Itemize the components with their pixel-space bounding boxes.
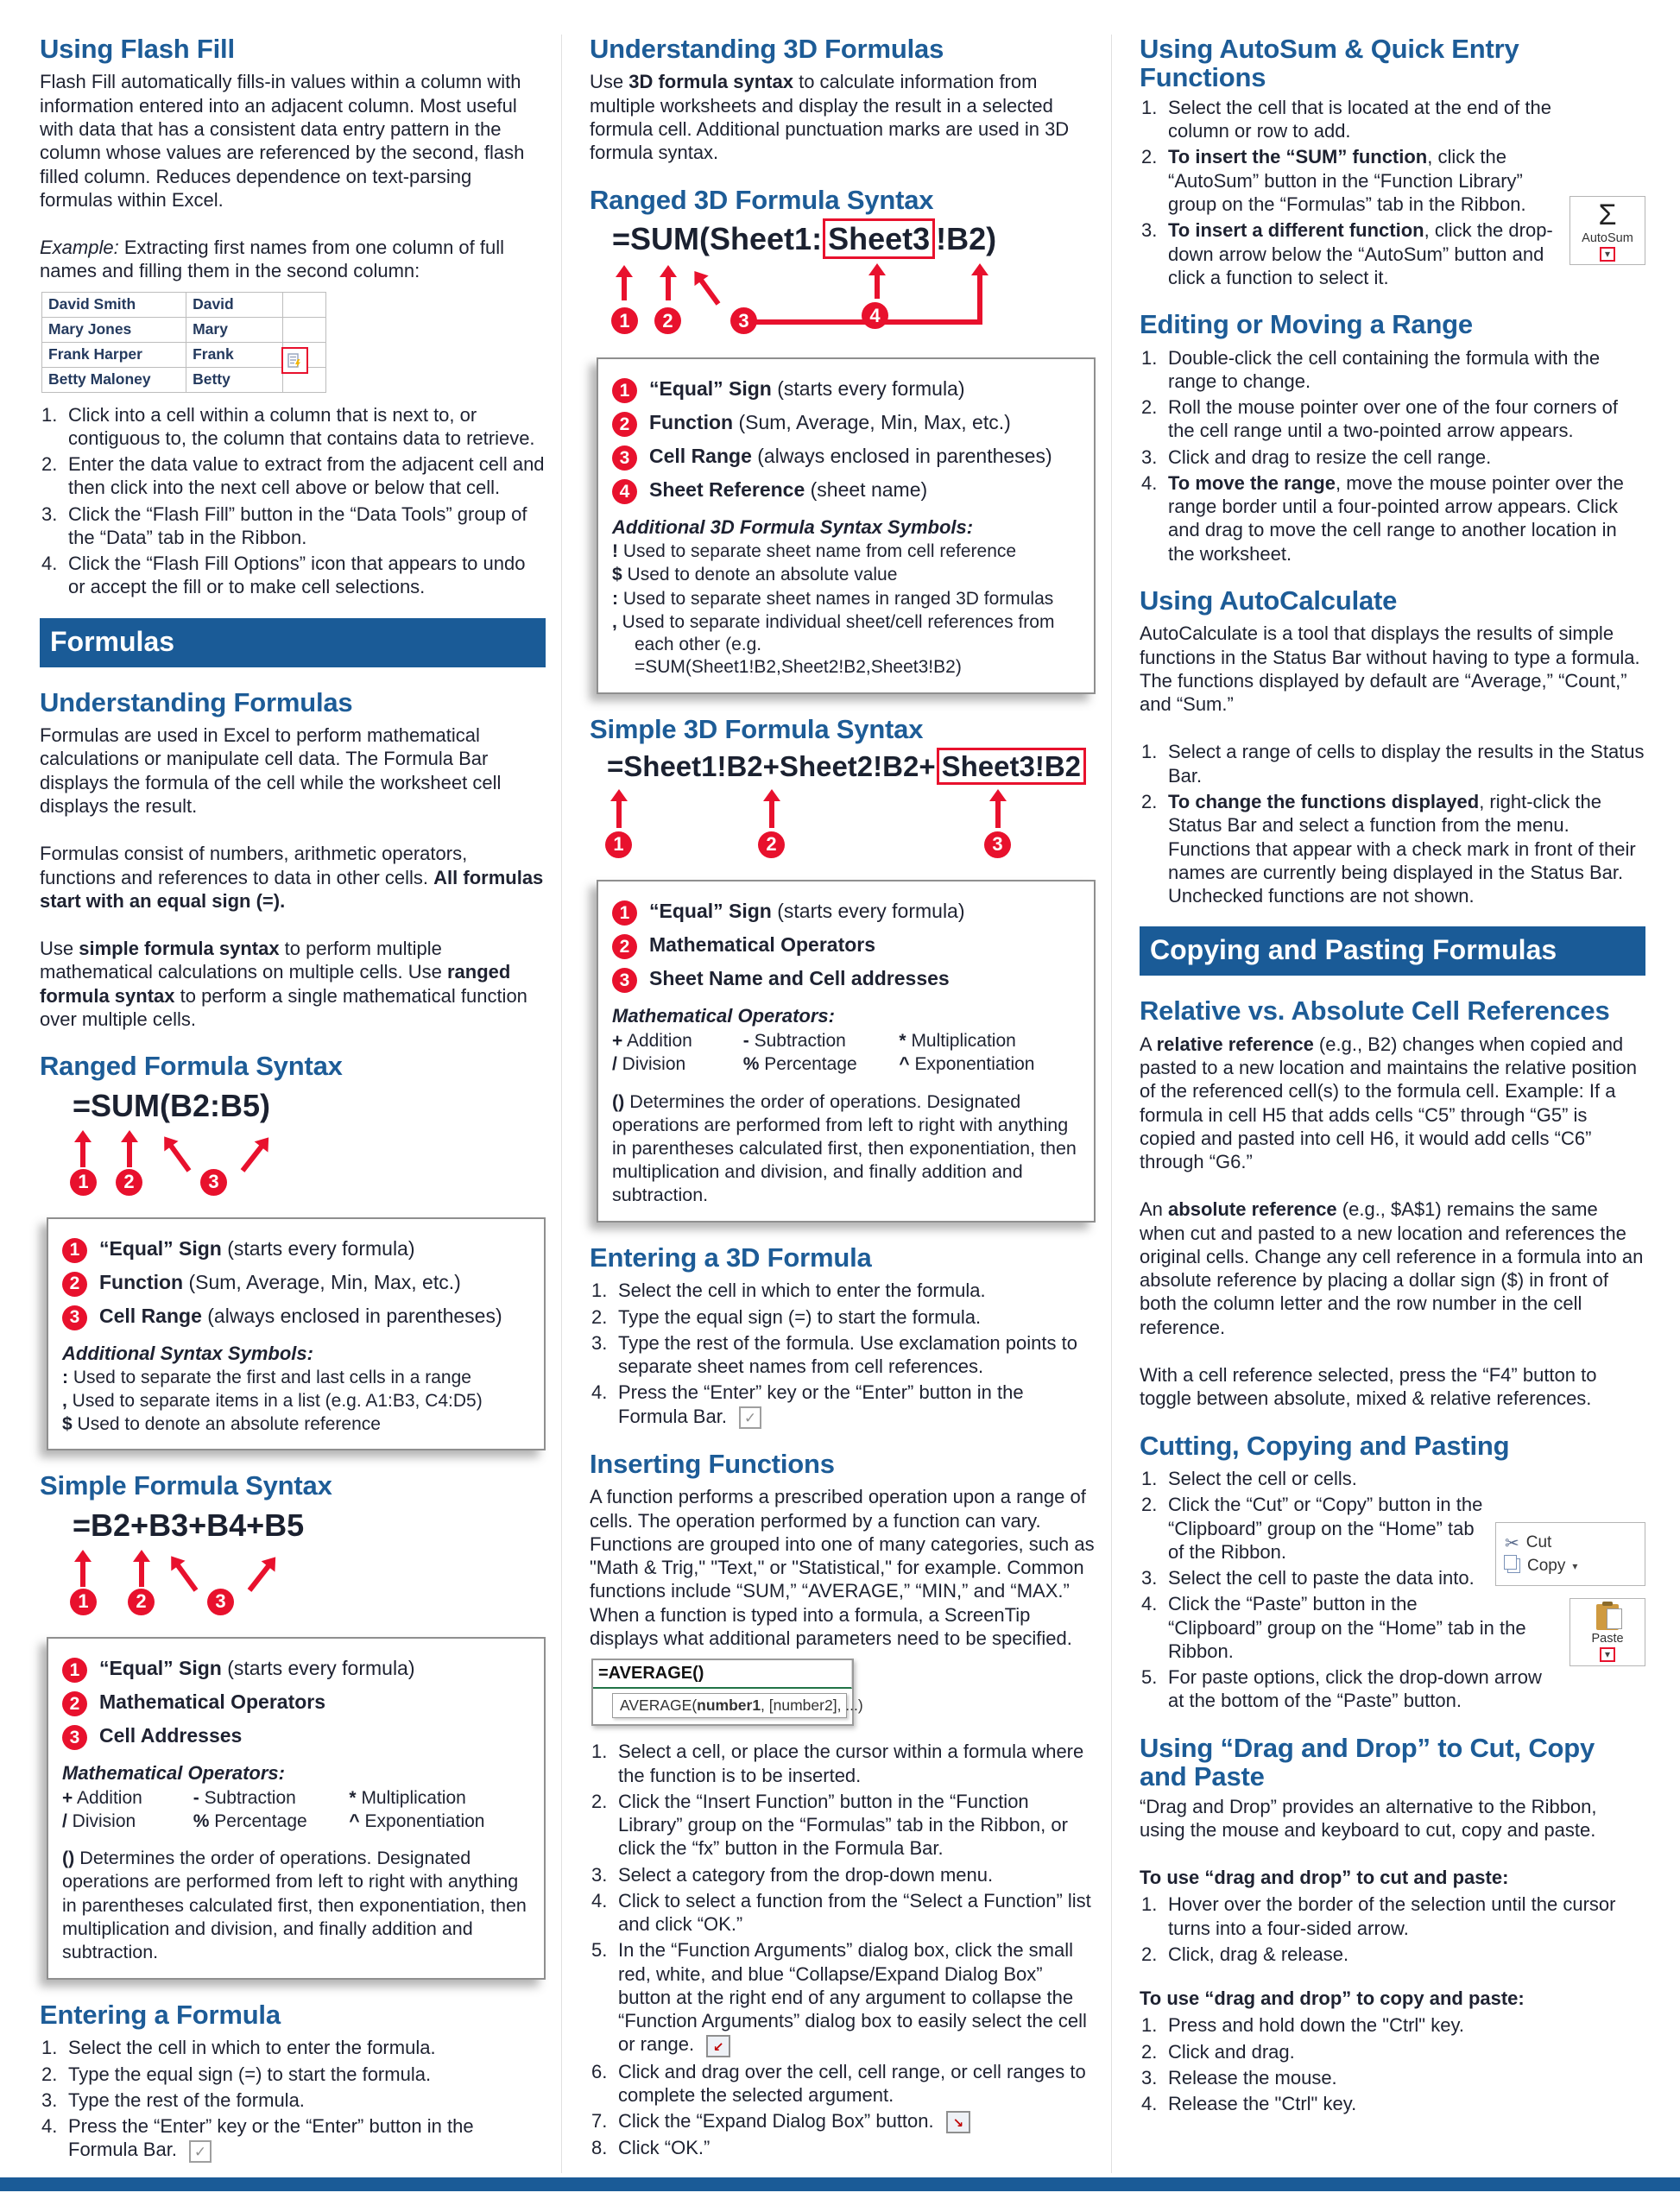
numbered-circle-icon: 2: [62, 1691, 87, 1716]
step: Select the cell that is located at the end of the column or row to add.: [1168, 96, 1551, 142]
operators-title: Mathematical Operators:: [62, 1761, 285, 1784]
step: In the “Function Arguments” dialog box, click the small red, white, and blue “Collapse/Expand Dialog Box” button at the right end of any argument to collapse the “Function Arguments” dialog box to easily select the cell or range. ↙: [590, 1938, 1096, 2057]
selected-cell: Mary: [186, 317, 282, 342]
editing-range-steps: [1140, 346, 1645, 566]
step: To change the functions displayed, right-click the Status Bar and select a function from the menu. Functions that appear with a check mark in front of their names are currently being displayed in the Status Bar. Unchecked functions are not shown.: [1168, 790, 1636, 907]
paragraph: Flash Fill automatically fills-in values within a column with information entered into an adjacent column. Most useful with data that has a consistent data entry pattern in the column whose values are referenced by the second, flash filled column. Reduces dependence on text-parsing formulas within Excel.: [40, 71, 525, 211]
step: Press the “Enter” key or the “Enter” button in the Formula Bar. ✓: [590, 1381, 1096, 1428]
paste-label: Paste: [1591, 1631, 1624, 1646]
numbered-circle-icon: 1: [62, 1238, 87, 1263]
step: Release the mouse.: [1168, 2066, 1337, 2088]
simple-3d-diagram: [590, 785, 1096, 871]
section-title-flash-fill: Using Flash Fill: [40, 34, 235, 64]
drag-copy-heading: To use “drag and drop” to copy and paste:: [1140, 1987, 1525, 2010]
operator-item: ^ Exponentiation: [899, 1054, 1035, 1075]
table-row: David Smith David: [42, 292, 326, 317]
screentip-tooltip: AVERAGE(number1, [number2], ...): [612, 1693, 847, 1718]
callout-2: 2: [654, 307, 681, 334]
numbered-circle-icon: 2: [612, 412, 637, 437]
section-title-inserting-functions: Inserting Functions: [590, 1448, 835, 1479]
arrow-icon: [139, 1561, 144, 1587]
syntax-symbol: : Used to separate the first and last cells in a range: [62, 1367, 471, 1387]
callout-4: 4: [862, 302, 888, 329]
formula-simple: =B2+B3+B4+B5: [73, 1507, 305, 1543]
expand-dialog-icon: [946, 2111, 970, 2133]
syntax-item: 3 Cell Range (always enclosed in parentheses): [62, 1305, 530, 1330]
symbols-title: Additional Syntax Symbols:: [62, 1342, 313, 1364]
step: Click and drag to resize the cell range.: [1168, 445, 1492, 468]
callout-1: 1: [70, 1589, 97, 1615]
step: To move the range, move the mouse pointer over the range border until a four-pointed arrow appears. Click and drag to move the cell range to another location in the worksheet.: [1168, 471, 1624, 565]
step: Click the “Expand Dialog Box” button. ↘: [590, 2109, 1096, 2133]
syntax-symbol: $ Used to denote an absolute value: [612, 565, 898, 585]
arrow-icon: [248, 1564, 271, 1592]
numbered-circle-icon: 3: [612, 968, 637, 993]
flash-fill-options-icon: [281, 347, 308, 374]
formula-ranged: =SUM(B2:B5): [73, 1087, 271, 1123]
step: Select the cell or cells.: [1168, 1467, 1357, 1489]
operator-item: - Subtraction: [193, 1787, 296, 1808]
order-of-operations-note: () Determines the order of operations. Designated operations are performed from left to right with anything in parentheses calculated first, then exponentiation, then multiplication and division, and finally addition and subtraction.: [612, 1090, 1077, 1205]
copy-label: Copy: [1527, 1556, 1566, 1575]
paragraph: Formulas are used in Excel to perform mathematical calculations or manipulate cell data. The Formula Bar displays the formula of the cell while the worksheet cell displays the result.: [40, 724, 502, 817]
step: Hover over the border of the selection until the cursor turns into a four-sided arrow.: [1168, 1893, 1616, 1939]
callout-1: 1: [70, 1169, 97, 1196]
step: To insert the “SUM” function, click the “AutoSum” button in the “Function Library” group on the “Formulas” tab in the Ribbon.: [1168, 146, 1526, 215]
formula-ranged-3d: =SUM(Sheet1: Sheet3 !B2): [612, 221, 1096, 257]
step: Select the cell in which to enter the formula.: [618, 1280, 986, 1302]
collapse-dialog-icon: [706, 2035, 730, 2057]
section-banner-formulas: Formulas: [40, 618, 546, 667]
ranged-syntax-box: [47, 1217, 546, 1451]
scissors-icon: ✂: [1505, 1533, 1519, 1553]
table-row: Mary Jones Mary: [42, 317, 326, 342]
callout-3: 3: [730, 307, 757, 334]
arrow-icon: [995, 800, 1001, 828]
entering-3d-steps: [590, 1279, 1096, 1429]
step: For paste options, click the drop-down arrow at the bottom of the “Paste” button.: [1168, 1666, 1542, 1712]
ranged-3d-syntax-box: [597, 357, 1096, 694]
page-footer-bar: [0, 2177, 1680, 2191]
enter-check-icon: [739, 1406, 761, 1429]
section-title-simple-3d-syntax: Simple 3D Formula Syntax: [590, 713, 924, 744]
entering-formula-steps: [40, 2036, 546, 2162]
order-of-operations-note: () Determines the order of operations. Designated operations are performed from left to right with anything in parentheses calculated first, then exponentiation, then multiplication and division, and finally addition and subtraction.: [62, 1848, 527, 1962]
step: Select a cell, or place the cursor within a formula where the function is to be inserted.: [618, 1741, 1084, 1786]
formula-simple-3d: =Sheet1!B2+Sheet2!B2+ Sheet3!B2: [607, 750, 1096, 783]
step: Click the “Flash Fill Options” icon that appears to undo or accept the fill or to make cell selections.: [68, 553, 526, 598]
step: Select a category from the drop-down menu.: [618, 1863, 994, 1886]
arrow-icon: [875, 275, 880, 299]
cutting-steps: [1140, 1467, 1645, 1713]
flash-fill-example-table: [41, 292, 326, 393]
syntax-item: 3 Sheet Name and Cell addresses: [612, 967, 1080, 993]
step: Press and hold down the "Ctrl" key.: [1168, 2014, 1464, 2037]
step: Click into a cell within a column that is next to, or contiguous to, the column that contains data to retrieve.: [68, 403, 535, 449]
step: To insert a different function, click the drop-down arrow below the “AutoSum” button and click a function to select it.: [1168, 219, 1553, 288]
autocalculate-steps: [1140, 740, 1645, 907]
paste-dropdown-icon: ▾: [1600, 1647, 1615, 1662]
section-title-cutting-copying-pasting: Cutting, Copying and Pasting: [1140, 1430, 1510, 1461]
section-title-entering-a-formula: Entering a Formula: [40, 1999, 281, 2030]
cut-label: Cut: [1525, 1533, 1552, 1552]
operator-item: * Multiplication: [349, 1787, 466, 1808]
step: Click “OK.”: [618, 2137, 711, 2159]
column-3: [1111, 35, 1661, 2173]
callout-2: 2: [128, 1589, 155, 1615]
syntax-item: 2 Mathematical Operators: [62, 1690, 530, 1716]
operator-item: - Subtraction: [742, 1030, 846, 1051]
section-title-autocalculate: Using AutoCalculate: [1140, 585, 1398, 616]
arrow-icon: [699, 279, 721, 306]
arrow-icon: [175, 1564, 198, 1592]
flash-fill-steps: [40, 403, 546, 599]
arrow-icon: [80, 1141, 85, 1167]
step: Click the “Insert Function” button in the “Function Library” group on the “Formulas” tab in the Ribbon, or click the “fx” button in the Formula Bar.: [618, 1790, 1068, 1860]
formula-cell: =AVERAGE(): [593, 1660, 852, 1689]
operator-item: % Percentage: [742, 1054, 857, 1075]
numbered-circle-icon: 1: [62, 1658, 87, 1683]
operator-item: / Division: [612, 1054, 686, 1075]
paragraph: Formulas consist of numbers, arithmetic operators, functions and references to data in other cells. All formulas start with an equal sign (=).: [40, 843, 544, 912]
numbered-circle-icon: 3: [62, 1305, 87, 1330]
arrow-icon: [80, 1561, 85, 1587]
callout-2: 2: [758, 831, 785, 858]
callout-3: 3: [984, 831, 1011, 858]
step: Click and drag over the cell, cell range, or cell ranges to complete the selected argument.: [618, 2060, 1086, 2106]
step: Click to select a function from the “Select a Function” list and click “OK.”: [618, 1889, 1091, 1936]
syntax-item: 1 “Equal” Sign (starts every formula): [62, 1657, 530, 1683]
section-title-entering-3d-formula: Entering a 3D Formula: [590, 1242, 872, 1273]
arrow-icon: [666, 276, 671, 300]
autosum-section-body: [1140, 96, 1645, 289]
operator-item: + Addition: [612, 1030, 692, 1051]
syntax-item: 1 “Equal” Sign (starts every formula): [612, 900, 1080, 926]
operator-item: ^ Exponentiation: [349, 1811, 485, 1832]
step: Click, drag & release.: [1168, 1943, 1349, 1965]
arrow-icon: [241, 1144, 264, 1172]
table-row: Frank Harper Frank: [42, 342, 326, 367]
paragraph: Use 3D formula syntax to calculate information from multiple worksheets and display the result in a selected formula cell. Additional punctuation marks are used in 3D formula syntax.: [590, 71, 1070, 164]
arrow-icon: [977, 275, 982, 325]
symbols-title: Additional 3D Formula Syntax Symbols:: [612, 516, 974, 538]
callout-1: 1: [605, 831, 632, 858]
arrow-icon: [127, 1141, 132, 1167]
step: Select the cell in which to enter the formula.: [68, 2037, 436, 2059]
numbered-circle-icon: 3: [62, 1725, 87, 1750]
numbered-circle-icon: 1: [612, 378, 637, 403]
copy-dropdown-icon: ▾: [1572, 1559, 1578, 1572]
step: Press the “Enter” key or the “Enter” button in the Formula Bar. ✓: [40, 2114, 546, 2162]
section-banner-copying: Copying and Pasting Formulas: [1140, 926, 1645, 976]
simple-syntax-box: [47, 1637, 546, 1980]
step: Type the equal sign (=) to start the formula.: [618, 1305, 982, 1328]
callout-2: 2: [116, 1169, 142, 1196]
paragraph: A relative reference (e.g., B2) changes when copied and pasted to a new location and maintains the relative position of the referenced cell(s) to the formula cell. Example: If a formula in cell H5 that adds cells “C5” through “G5” is copied and pasted into cell H6, it would add cells “C6” through “G6.”: [1140, 1033, 1638, 1173]
screentip-screenshot: [591, 1659, 863, 1726]
syntax-item: 2 Function (Sum, Average, Min, Max, etc.): [62, 1271, 530, 1297]
section-title-ranged-3d-syntax: Ranged 3D Formula Syntax: [590, 184, 934, 215]
numbered-circle-icon: 2: [612, 934, 637, 959]
syntax-symbol: ! Used to separate sheet name from cell reference: [612, 541, 1017, 561]
callout-3: 3: [207, 1589, 234, 1615]
paragraph-example: Example: Extracting first names from one column of full names and filling them in the second column:: [40, 237, 505, 282]
section-title-understanding-formulas: Understanding Formulas: [40, 686, 353, 717]
step: Type the rest of the formula.: [68, 2088, 305, 2111]
step: Release the "Ctrl" key.: [1168, 2093, 1357, 2115]
step: Select the cell to paste the data into.: [1168, 1567, 1475, 1589]
syntax-symbol: , Used to separate items in a list (e.g. A1:B3, C4:D5): [62, 1390, 483, 1411]
operator-item: / Division: [62, 1811, 136, 1832]
cutting-section-body: [1140, 1467, 1645, 1713]
arrow-icon: [622, 276, 627, 300]
callout-1: 1: [611, 307, 638, 334]
section-title-simple-formula-syntax: Simple Formula Syntax: [40, 1470, 332, 1501]
step: Roll the mouse pointer over one of the four corners of the cell range until a two-pointed arrow appears.: [1168, 396, 1618, 442]
ranged-formula-diagram: [40, 1126, 546, 1209]
syntax-item: 4 Sheet Reference (sheet name): [612, 478, 1080, 504]
sigma-icon: Σ: [1598, 198, 1617, 231]
numbered-circle-icon: 4: [612, 479, 637, 504]
paragraph: An absolute reference (e.g., $A$1) remains the same when cut and pasted to a new location and references the original cells. Change any cell reference in a formula into an absolute reference by placing a dollar sign ($) in front of both the column letter and the row number in the cell reference.: [1140, 1198, 1644, 1338]
syntax-item: 3 Cell Range (always enclosed in parentheses): [612, 445, 1080, 471]
operator-item: + Addition: [62, 1787, 142, 1808]
paragraph: AutoCalculate is a tool that displays the results of simple functions in the Status Bar without having to type a formula. The functions displayed by default are “Average,” “Count,” and “Sum.”: [1140, 622, 1640, 716]
drag-cut-steps: [1140, 1893, 1645, 1966]
syntax-symbol: $ Used to denote an absolute reference: [62, 1414, 381, 1435]
step: Click and drag.: [1168, 2040, 1295, 2063]
section-title-understanding-3d: Understanding 3D Formulas: [590, 34, 944, 64]
syntax-item: 2 Mathematical Operators: [612, 933, 1080, 959]
autosum-dropdown-icon: ▾: [1600, 247, 1615, 262]
operator-item: % Percentage: [193, 1811, 307, 1832]
column-1: [40, 35, 561, 2173]
simple-3d-syntax-box: [597, 880, 1096, 1223]
autosum-steps: [1140, 96, 1645, 289]
section-title-ranged-formula-syntax: Ranged Formula Syntax: [40, 1051, 343, 1082]
operators-title: Mathematical Operators:: [612, 1004, 835, 1027]
paragraph: “Drag and Drop” provides an alternative to the Ribbon, using the mouse and keyboard to cut, copy and paste.: [1140, 1795, 1597, 1841]
section-title-editing-range: Editing or Moving a Range: [1140, 309, 1473, 340]
numbered-circle-icon: 3: [612, 445, 637, 471]
ranged-3d-diagram: [590, 259, 1096, 349]
syntax-item: 2 Function (Sum, Average, Min, Max, etc.): [612, 411, 1080, 437]
syntax-item: 1 “Equal” Sign (starts every formula): [612, 377, 1080, 403]
step: Double-click the cell containing the formula with the range to change.: [1168, 346, 1601, 392]
step: Type the equal sign (=) to start the formula.: [68, 2063, 432, 2085]
drag-cut-heading: To use “drag and drop” to cut and paste:: [1140, 1867, 1509, 1889]
syntax-symbol: : Used to separate sheet names in ranged 3D formulas: [612, 588, 1054, 609]
section-title-drag-and-drop: Using “Drag and Drop” to Cut, Copy and Paste: [1140, 1732, 1595, 1792]
step: Select a range of cells to display the results in the Status Bar.: [1168, 741, 1645, 787]
simple-formula-diagram: [40, 1545, 546, 1628]
paragraph: A function performs a prescribed operation upon a range of cells. The operation performed by a function can vary. Functions are grouped into one of many categories, such as "Math & Trig," "Text," or "Statistical," for example. Common functions include “SUM,” “AVERAGE,” “MIN,” and “MAX.” When a function is typed into a formula, a ScreenTip displays what additional parameters need to be specified.: [590, 1486, 1095, 1649]
drag-copy-steps: [1140, 2013, 1645, 2115]
column-2: [561, 35, 1111, 2173]
arrow-icon: [616, 800, 622, 828]
syntax-symbol: , Used to separate individual sheet/cell references from each other (e.g. =SUM(Sheet1!B2,Sheet2!B2,Sheet3!B2): [612, 611, 1055, 678]
step: Click the “Flash Fill” button in the “Data Tools” group of the “Data” tab in the Ribbon.: [68, 502, 527, 548]
step: Enter the data value to extract from the adjacent cell and then click into the next cell above or below that cell.: [68, 453, 545, 499]
arrow-icon: [769, 800, 774, 828]
inserting-functions-steps: [590, 1740, 1096, 2159]
section-title-relative-absolute: Relative vs. Absolute Cell References: [1140, 995, 1610, 1027]
enter-check-icon: [189, 2140, 212, 2163]
syntax-item: 1 “Equal” Sign (starts every formula): [62, 1237, 530, 1263]
autosum-label: AutoSum: [1582, 231, 1633, 245]
numbered-circle-icon: 1: [612, 900, 637, 926]
section-title-autosum: Using AutoSum & Quick Entry Functions: [1140, 34, 1519, 93]
table-row: Betty Maloney Betty: [42, 367, 326, 392]
operator-item: * Multiplication: [899, 1030, 1016, 1051]
syntax-item: 3 Cell Addresses: [62, 1724, 530, 1750]
paragraph: With a cell reference selected, press the “F4” button to toggle between absolute, mixed & relative references.: [1140, 1363, 1597, 1410]
callout-3: 3: [200, 1169, 227, 1196]
step: Type the rest of the formula. Use exclamation points to separate sheet names from cell references.: [618, 1331, 1077, 1378]
arrow-icon: [168, 1144, 191, 1172]
numbered-circle-icon: 2: [62, 1272, 87, 1297]
paragraph: Use simple formula syntax to perform multiple mathematical calculations on multiple cells. Use ranged formula syntax to perform a single mathematical function over multiple cells.: [40, 938, 527, 1030]
step: Click the “Paste” button in the “Clipboard” group on the “Home” tab in the Ribbon.: [1168, 1593, 1526, 1662]
step: Click the “Cut” or “Copy” button in the “Clipboard” group on the “Home” tab of the Ribbon.: [1168, 1494, 1483, 1563]
